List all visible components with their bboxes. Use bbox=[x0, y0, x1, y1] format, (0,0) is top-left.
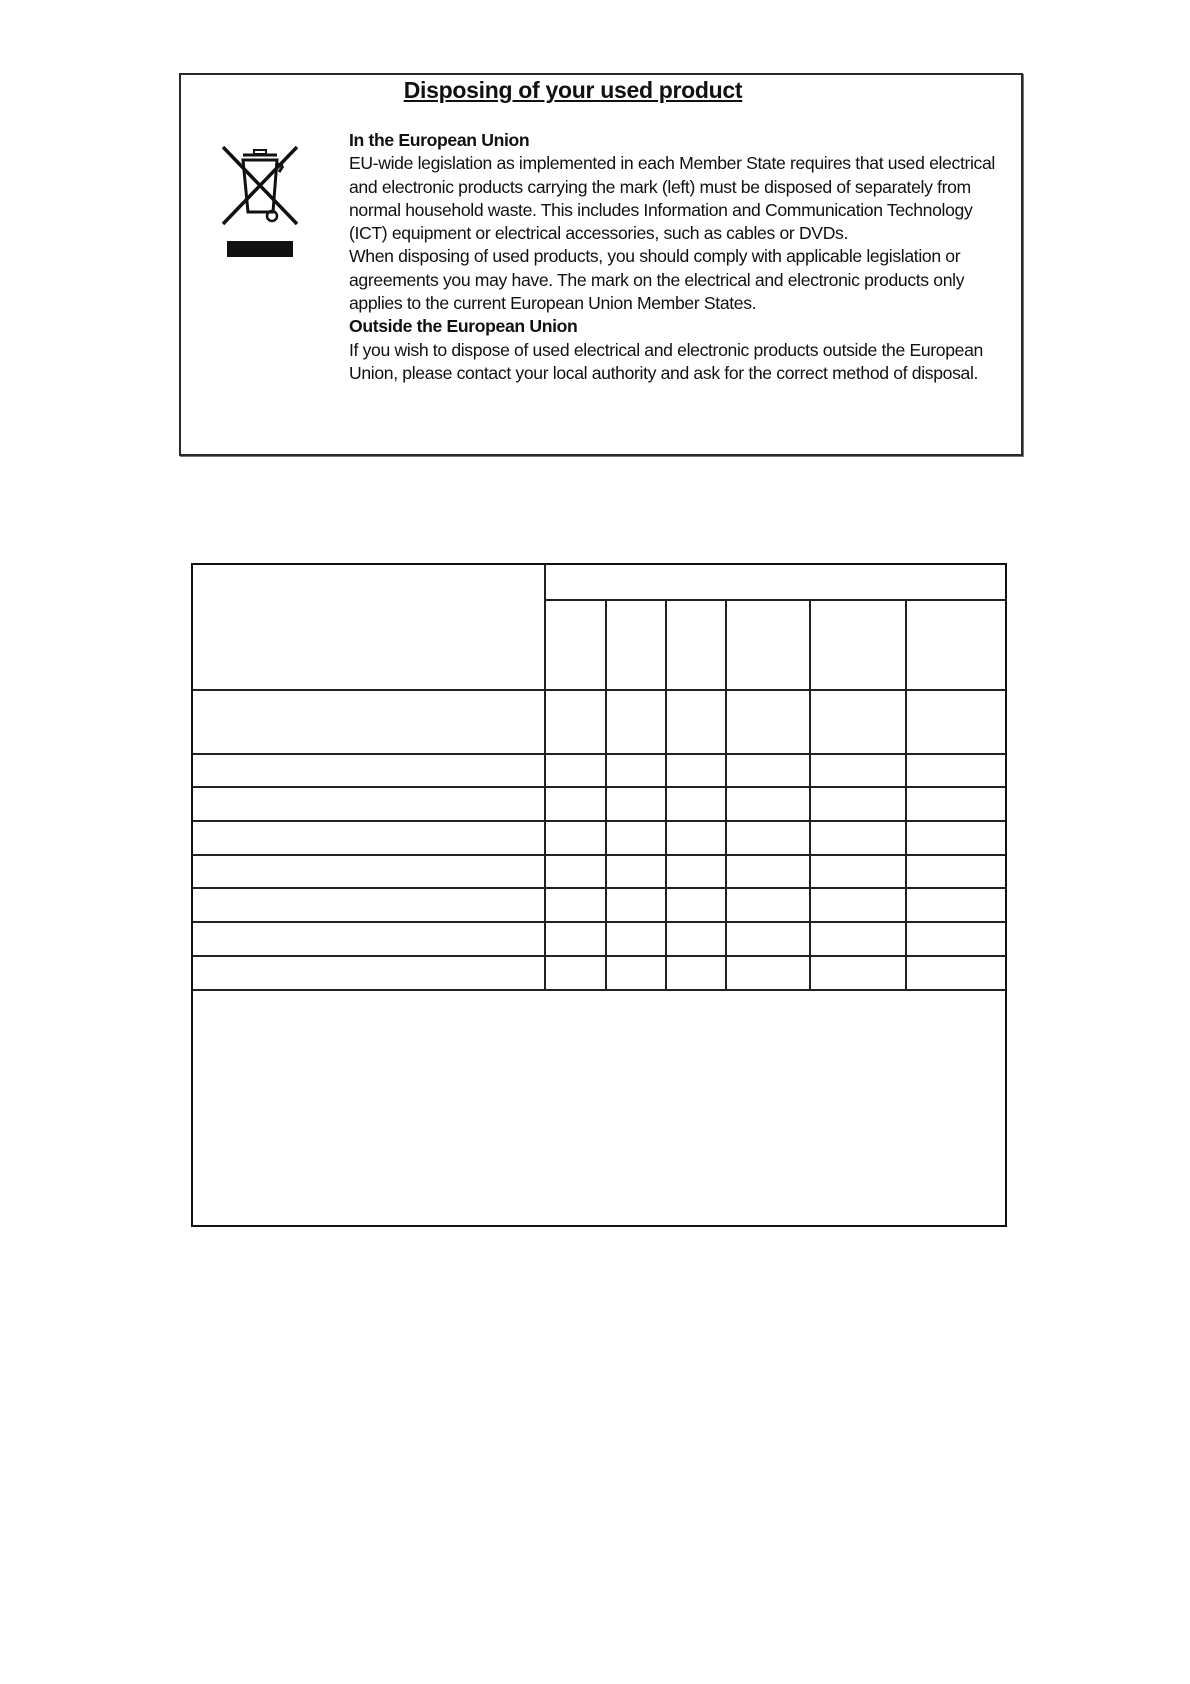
table-row-divider bbox=[193, 753, 1005, 755]
eu-heading: In the European Union bbox=[349, 130, 530, 150]
eu-paragraph-1: EU-wide legislation as implemented in each Member State requires that used electrical and electronic products carrying the mark (left) must be disposed of separately from normal household waste. This includes Information and Communication Technology (ICT) equipment or electrical accessories, such as cables or DVDs. bbox=[349, 153, 995, 244]
eu-paragraph-2: When disposing of used products, you should comply with applicable legislation or agreements you may have. The mark on the electrical and electronic products only applies to the current European Union Member States. bbox=[349, 246, 965, 314]
table-row-divider bbox=[193, 989, 1005, 991]
table-row-divider bbox=[193, 921, 1005, 923]
hazardous-substances-table bbox=[191, 563, 1007, 1227]
notice-title: Disposing of your used product bbox=[403, 77, 743, 103]
table-row-divider bbox=[193, 689, 1005, 691]
table-row-divider bbox=[193, 887, 1005, 889]
table-row-divider bbox=[193, 820, 1005, 822]
table-row-divider bbox=[193, 854, 1005, 856]
outside-eu-paragraph: If you wish to dispose of used electrical and electronic products outside the European Union, please contact your local authority and ask for the correct method of disposal. bbox=[349, 339, 983, 383]
table-header-divider bbox=[544, 599, 1005, 601]
table-column-divider bbox=[809, 599, 811, 989]
outside-eu-heading: Outside the European Union bbox=[349, 316, 578, 337]
table-column-divider bbox=[725, 599, 727, 989]
table-column-divider bbox=[665, 599, 667, 989]
table-column-divider bbox=[605, 599, 607, 989]
table-column-divider bbox=[905, 599, 907, 989]
table-row-divider bbox=[193, 955, 1005, 957]
disposal-notice-box bbox=[179, 73, 1023, 456]
table-column-divider bbox=[544, 565, 546, 989]
notice-body bbox=[349, 129, 1009, 385]
table-row-divider bbox=[193, 786, 1005, 788]
crossed-out-wheelie-bin-icon bbox=[221, 142, 301, 258]
